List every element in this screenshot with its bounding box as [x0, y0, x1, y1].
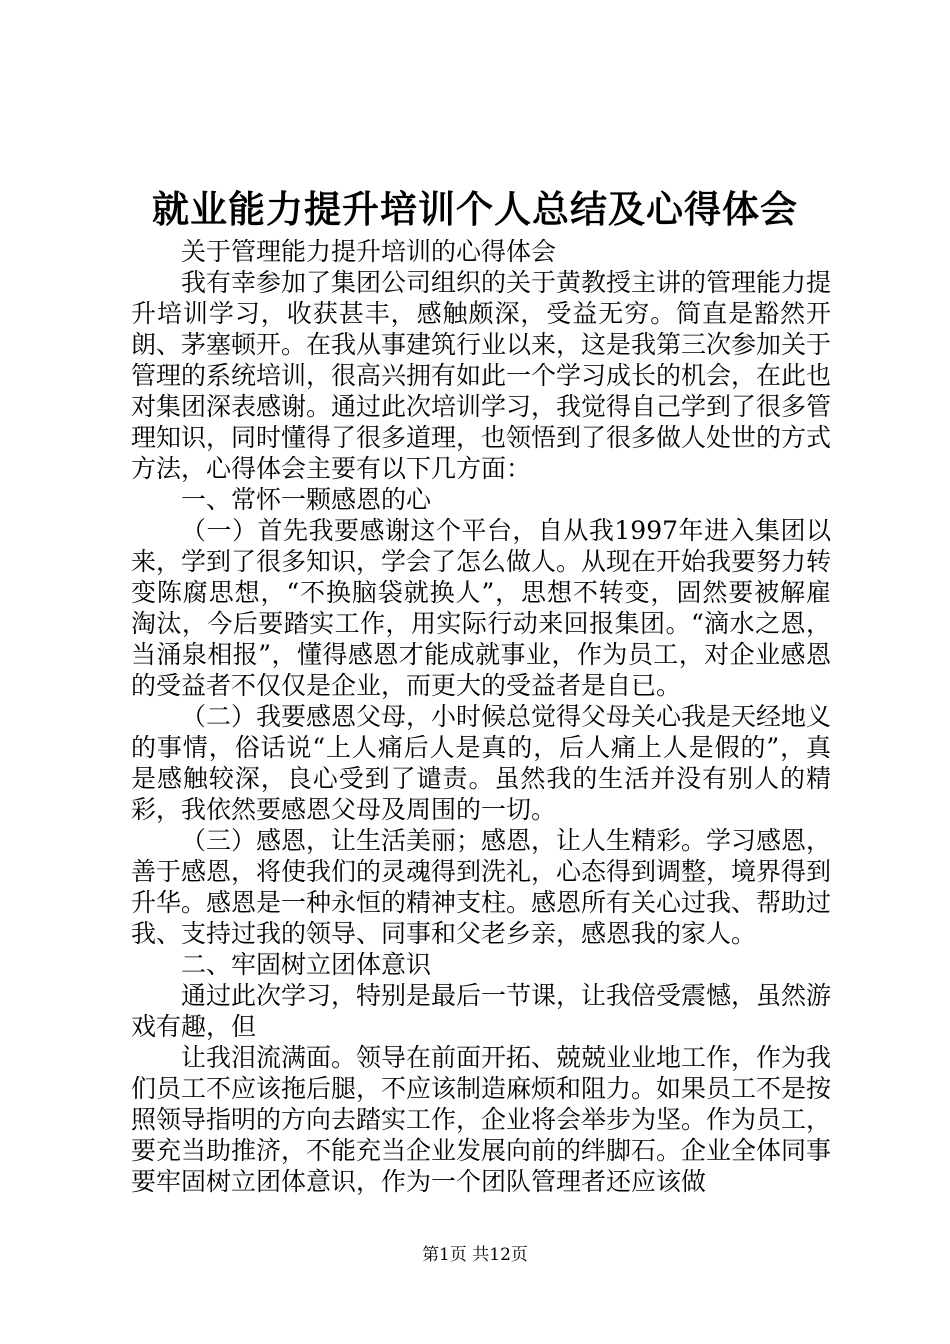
body-paragraph: （二）我要感恩父母，小时候总觉得父母关心我是天经地义的事情，俗话说“上人痛后人是真的，后人痛上人是假的”，真是感触较深，良心受到了谴责。虽然我的生活并没有别人的精彩，我依然要感恩父母及周围的一切。	[131, 702, 832, 824]
section-heading-2: 二、牢固树立团体意识	[181, 950, 432, 979]
subtitle-paragraph: 关于管理能力提升培训的心得体会	[181, 237, 557, 266]
body-paragraph: 让我泪流满面。领导在前面开拓、兢兢业业地工作，作为我们员工不应该拖后腿，不应该制造麻烦和阻力。如果员工不是按照领导指明的方向去踏实工作，企业将会举步为坚。作为员工，要充当助推济，不能充当企业发展向前的绊脚石。企业全体同事要牢固树立团体意识，作为一个团队管理者还应该做	[131, 1043, 832, 1196]
body-paragraph: （一）首先我要感谢这个平台，自从我1997年进入集团以来，学到了很多知识，学会了怎么做人。从现在开始我要努力转变陈腐思想，“不换脑袋就换人”，思想不转变，固然要被解雇淘汰，今后要踏实工作，用实际行动来回报集团。“滴水之恩，当涌泉相报”，懂得感恩才能成就事业，作为员工，对企业感恩的受益者不仅仅是企业，而更大的受益者是自已。	[131, 516, 832, 700]
section-heading-1: 一、常怀一颗感恩的心	[181, 485, 432, 514]
document-title: 就业能力提升培训个人总结及心得体会	[152, 187, 798, 231]
page-number-footer: 第1页 共12页	[422, 1245, 528, 1265]
body-paragraph: 通过此次学习，特别是最后一节课，让我倍受震憾，虽然游戏有趣，但	[131, 981, 832, 1041]
intro-paragraph: 我有幸参加了集团公司组织的关于黄教授主讲的管理能力提升培训学习，收获甚丰，感触颇深，受益无穷。简直是豁然开朗、茅塞顿开。在我从事建筑行业以来，这是我第三次参加关于管理的系统培训，很高兴拥有如此一个学习成长的机会，在此也对集团深表感谢。通过此次培训学习，我觉得自己学到了很多管理知识，同时懂得了很多道理，也领悟到了很多做人处世的方式方法，心得体会主要有以下几方面：	[131, 268, 832, 483]
body-paragraph: （三）感恩，让生活美丽；感恩，让人生精彩。学习感恩，善于感恩，将使我们的灵魂得到洗礼，心态得到调整，境界得到升华。感恩是一种永恒的精神支柱。感恩所有关心过我、帮助过我、支持过我的领导、同事和父老乡亲，感恩我的家人。	[131, 826, 832, 948]
document-body	[131, 236, 831, 1197]
